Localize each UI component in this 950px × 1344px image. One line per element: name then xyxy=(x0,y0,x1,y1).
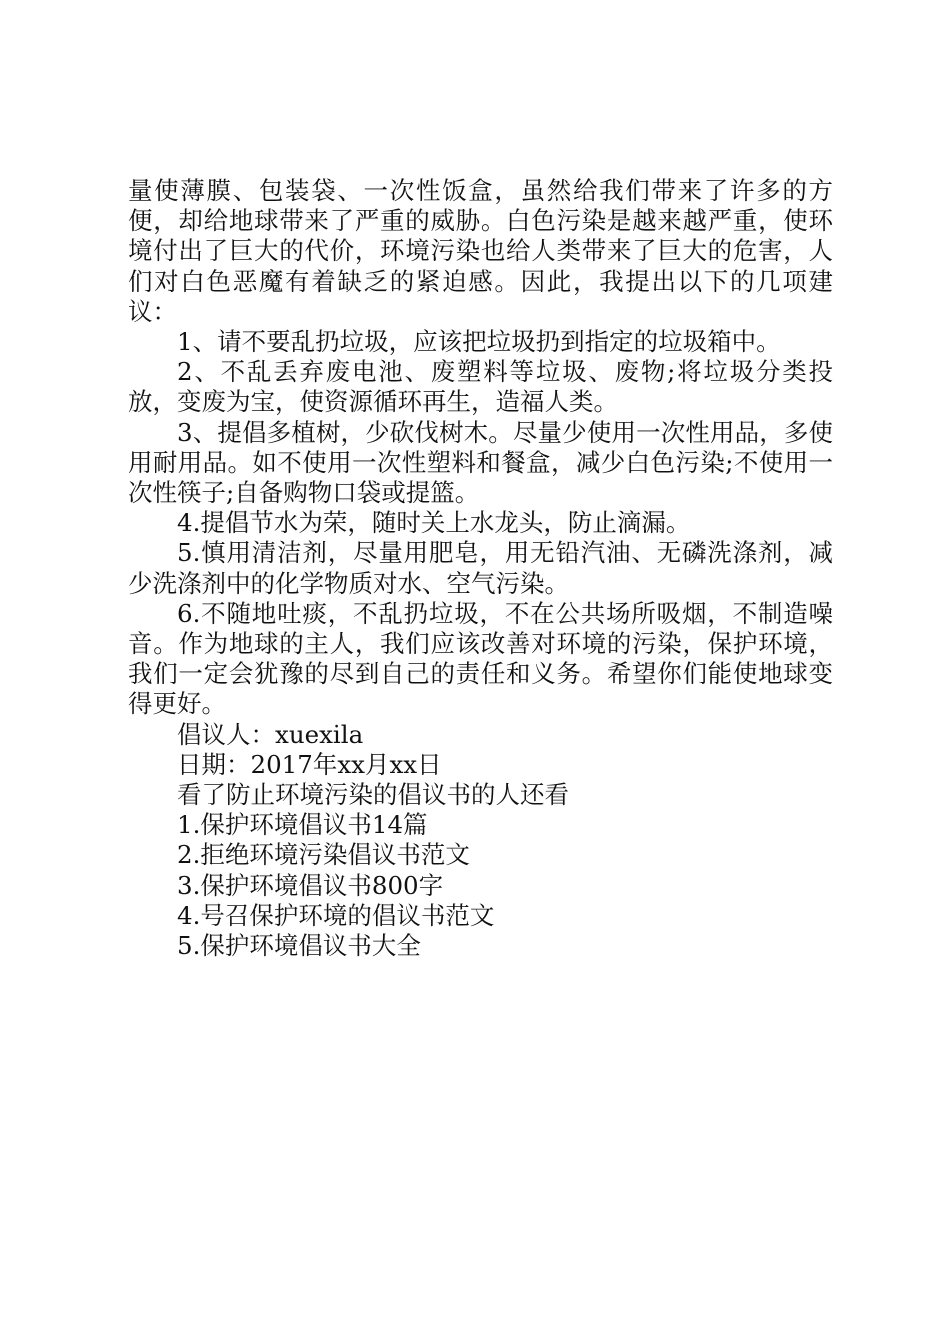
intro-paragraph: 量使薄膜、包装袋、一次性饭盒，虽然给我们带来了许多的方便，却给地球带来了严重的威胁。白色污染是越来越严重，使环境付出了巨大的代价，环境污染也给人类带来了巨大的危害，人们对白色恶魔有着缺乏的紧迫感。因此，我提出以下的几项建议： xyxy=(128,176,833,326)
related-link-5[interactable]: 5.保护环境倡议书大全 xyxy=(177,931,421,961)
proposal-1: 1、请不要乱扔垃圾，应该把垃圾扔到指定的垃圾箱中。 xyxy=(177,327,781,357)
proposal-6: 6.不随地吐痰，不乱扔垃圾，不在公共场所吸烟，不制造噪音。作为地球的主人，我们应该改善对环境的污染，保护环境，我们一定会犹豫的尽到自己的责任和义务。希望你们能使地球变得更好。 xyxy=(128,598,833,719)
document-body xyxy=(128,176,833,961)
date-line: 日期：2017年xx月xx日 xyxy=(177,749,442,779)
related-heading: 看了防止环境污染的倡议书的人还看 xyxy=(177,780,569,810)
related-link-3[interactable]: 3.保护环境倡议书800字 xyxy=(177,870,444,900)
proposal-3: 3、提倡多植树，少砍伐树木。尽量少使用一次性用品，多使用耐用品。如不使用一次性塑料和餐盒，减少白色污染;不使用一次性筷子;自备购物口袋或提篮。 xyxy=(128,417,833,508)
proposal-4: 4.提倡节水为荣，随时关上水龙头，防止滴漏。 xyxy=(177,508,691,538)
related-link-1[interactable]: 1.保护环境倡议书14篇 xyxy=(177,810,428,840)
related-link-4[interactable]: 4.号召保护环境的倡议书范文 xyxy=(177,900,495,930)
proposal-5: 5.慎用清洁剂，尽量用肥皂，用无铅汽油、无磷洗涤剂，减少洗涤剂中的化学物质对水、空气污染。 xyxy=(128,538,833,598)
proposal-2: 2、不乱丢弃废电池、废塑料等垃圾、废物;将垃圾分类投放，变废为宝，使资源循环再生，造福人类。 xyxy=(128,357,833,417)
initiator-line: 倡议人：xuexila xyxy=(177,719,364,749)
related-link-2[interactable]: 2.拒绝环境污染倡议书范文 xyxy=(177,840,470,870)
